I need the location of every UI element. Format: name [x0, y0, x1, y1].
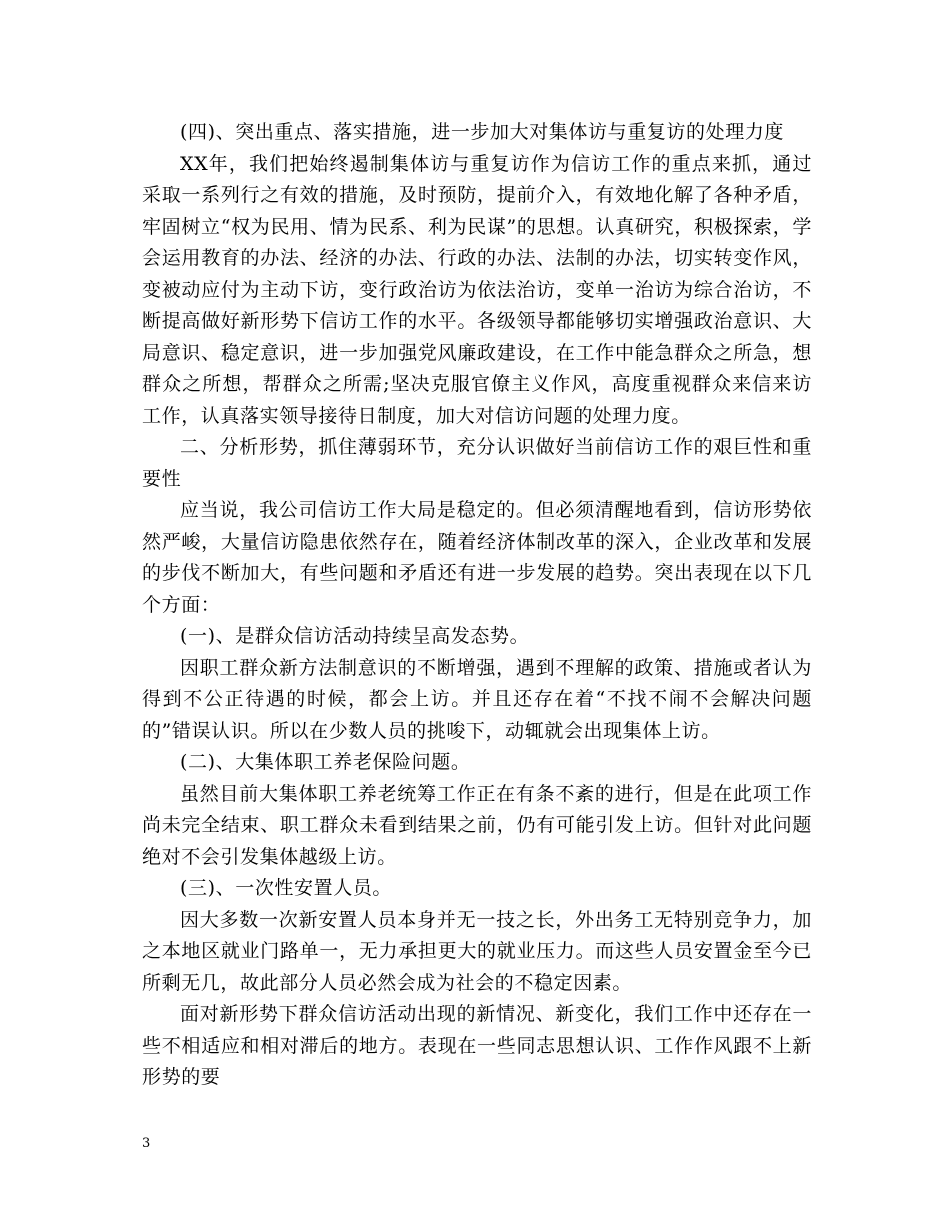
- paragraph: XX年，我们把始终遏制集体访与重复访作为信访工作的重点来抓，通过采取一系列行之有效的措施，及时预防，提前介入，有效地化解了各种矛盾，牢固树立“权为民用、情为民系、利为民谋”的思想。认真研究，积极探索，学会运用教育的办法、经济的办法、行政的办法、法制的办法，切实转变作风，变被动应付为主动下访，变行政治访为依法治访，变单一治访为综合治访，不断提高做好新形势下信访工作的水平。各级领导都能够切实增强政治意识、大局意识、稳定意识，进一步加强党风廉政建设，在工作中能急群众之所急，想群众之所想，帮群众之所需;坚决克服官僚主义作风，高度重视群众来信来访工作，认真落实领导接待日制度，加大对信访问题的处理力度。: [142, 152, 812, 427]
- subsection-heading-three: (三)、一次性安置人员。: [180, 877, 393, 899]
- paragraph: 应当说，我公司信访工作大局是稳定的。但必须清醒地看到，信访形势依然严峻，大量信访隐患依然存在，随着经济体制改革的深入，企业改革和发展的步伐不断加大，有些问题和矛盾还有进一步发展的趋势。突出表现在以下几个方面：: [142, 499, 812, 616]
- section-heading-four: (四)、突出重点、落实措施，进一步加大对集体访与重复访的处理力度: [180, 121, 785, 143]
- section-heading-two: 二、分析形势，抓住薄弱环节，充分认识做好当前信访工作的艰巨性和重要性: [142, 436, 812, 490]
- document-body: [142, 117, 812, 1094]
- paragraph: 面对新形势下群众信访活动出现的新情况、新变化，我们工作中还存在一些不相适应和相对滞后的地方。表现在一些同志思想认识、工作作风跟不上新形势的要: [142, 1003, 812, 1088]
- paragraph: 虽然目前大集体职工养老统筹工作正在有条不紊的进行，但是在此项工作尚未完全结束、职工群众未看到结果之前，仍有可能引发上访。但针对此问题绝对不会引发集体越级上访。: [142, 782, 812, 868]
- subsection-heading-two: (二)、大集体职工养老保险问题。: [180, 751, 471, 773]
- page-number: 3: [142, 1136, 151, 1151]
- paragraph: 因大多数一次新安置人员本身并无一技之长，外出务工无特别竞争力，加之本地区就业门路单一，无力承担更大的就业压力。而这些人员安置金至今已所剩无几，故此部分人员必然会成为社会的不稳定因素。: [142, 908, 812, 994]
- subsection-heading-one: (一)、是群众信访活动持续呈高发态势。: [180, 625, 530, 647]
- paragraph: 因职工群众新方法制意识的不断增强，遇到不理解的政策、措施或者认为得到不公正待遇的时候，都会上访。并且还存在着“不找不闹不会解决问题的”错误认识。所以在少数人员的挑唆下，动辄就会出现集体上访。: [142, 656, 812, 742]
